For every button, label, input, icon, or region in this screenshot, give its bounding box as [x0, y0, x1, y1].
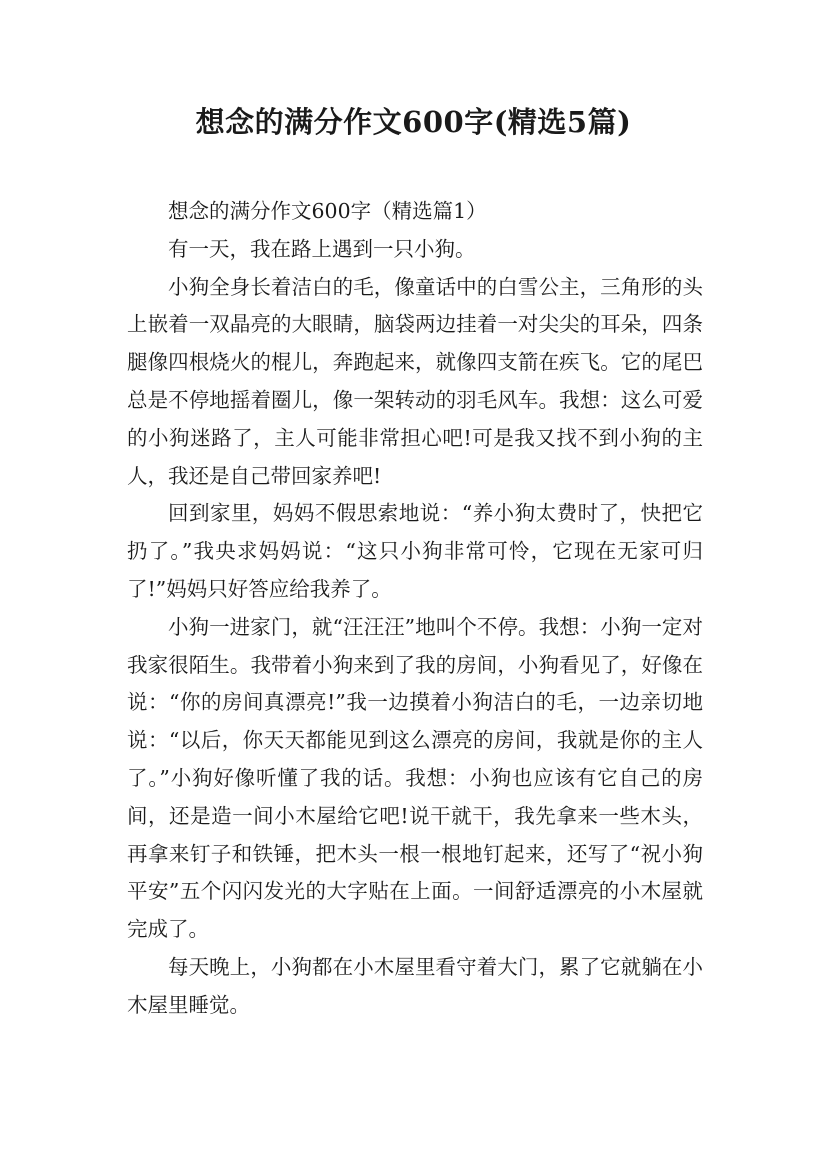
paragraph: 有一天，我在路上遇到一只小狗。: [168, 236, 476, 261]
paragraph: 小狗全身长着洁白的毛，像童话中的白雪公主，三角形的头上嵌着一双晶亮的大眼睛，脑袋两边挂着一对尖尖的耳朵，四条腿像四根烧火的棍儿，奔跑起来，就像四支箭在疾飞。它的尾巴总是不停地摇着圈儿，像一架转动的羽毛风车。我想：这么可爱的小狗迷路了，主人可能非常担心吧!可是我又找不到小狗的主人，我还是自己带回家养吧!: [127, 274, 703, 488]
paragraph: 回到家里，妈妈不假思索地说：“养小狗太费时了，快把它扔了。”我央求妈妈说：“这只小狗非常可怜，它现在无家可归了!”妈妈只好答应给我养了。: [127, 501, 703, 601]
document-title: 想念的满分作文600字(精选5篇): [195, 105, 632, 139]
paragraph: 每天晚上，小狗都在小木屋里看守着大门，累了它就躺在小木屋里睡觉。: [127, 954, 703, 1017]
section-heading: 想念的满分作文600字（精选篇1）: [168, 199, 487, 223]
paragraph: 小狗一进家门，就“汪汪汪”地叫个不停。我想：小狗一定对我家很陌生。我带着小狗来到了我的房间，小狗看见了，好像在说：“你的房间真漂亮!”我一边摸着小狗洁白的毛，一边亲切地说：“以后，你天天都能见到这么漂亮的房间，我就是你的主人了。”小狗好像听懂了我的话。我想：小狗也应该有它自己的房间，还是造一间小木屋给它吧!说干就干，我先拿来一些木头，再拿来钉子和铁锤，把木头一根一根地钉起来，还写了“祝小狗平安”五个闪闪发光的大字贴在上面。一间舒适漂亮的小木屋就完成了。: [127, 614, 703, 942]
document-body: [127, 193, 703, 1025]
